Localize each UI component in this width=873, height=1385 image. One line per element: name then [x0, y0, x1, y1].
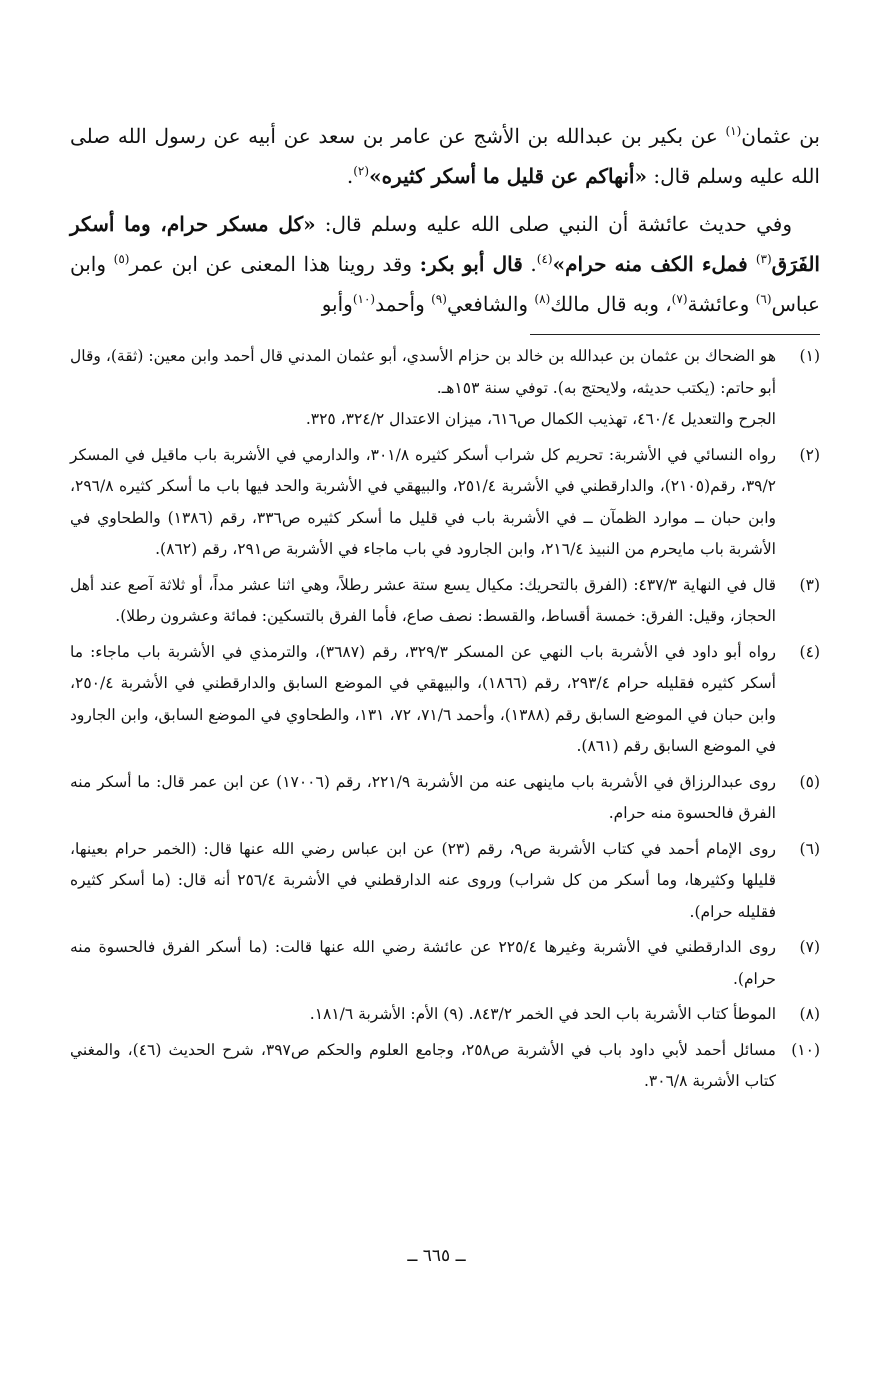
- text-run: وأبو: [321, 292, 353, 316]
- footnote-line: روى الدارقطني في الأشربة وغيرها ٢٢٥/٤ عن عائشة رضي الله عنها قالت: (ما أسكر الفرق فالحسوة منه حرام).: [70, 938, 776, 988]
- footnote-line: روى عبدالرزاق في الأشربة باب ماينهى عنه من الأشربة ٢٢١/٩، رقم (١٧٠٠٦) عن ابن عمر قال: ما أسكر منه الفرق فالحسوة منه حرام.: [70, 772, 776, 822]
- text-run: وقد روينا هذا المعنى عن ابن عمر: [129, 252, 420, 276]
- footnote-6: [70, 834, 820, 929]
- footnote-ref[interactable]: (١٠): [352, 292, 376, 306]
- footnote-text: [70, 341, 776, 436]
- footnote-ref[interactable]: (٨): [534, 292, 551, 306]
- text-run: .: [346, 164, 354, 188]
- footnote-number: (٢): [799, 445, 820, 464]
- footnote-line: مسائل أحمد لأبي داود باب في الأشربة ص٢٥٨، وجامع العلوم والحكم ص٣٩٧، شرح الحديث (٤٦)، والمغني كتاب الأشربة ٣٠٦/٨.: [70, 1040, 776, 1090]
- footnote-number: (٥): [799, 772, 820, 791]
- footnote-line: الموطأ كتاب الأشربة باب الحد في الخمر ٨٤٣/٢. (٩) الأم: الأشربة ١٨١/٦.: [309, 1005, 776, 1023]
- footnote-line: قال في النهاية ٤٣٧/٣: (الفرق بالتحريك: مكيال يسع ستة عشر رطلاً، وهي اثنا عشر مداً، أو ثلاثة آصع عند أهل الحجاز، وقيل: الفرق: خمسة أقساط، والقسط: نصف صاع، فأما الفرق بالتسكين: فمائة وعشرون رطلا).: [70, 575, 777, 625]
- page-content: [70, 116, 820, 1102]
- footnote-ref[interactable]: (٩): [431, 292, 447, 306]
- footnote-line: هو الضحاك بن عثمان بن عبدالله بن خالد بن حزام الأسدي، أبو عثمان المدني قال أحمد وابن معين: (ثقة)، وقال أبو حاتم: (يكتب حديثه، ولايحتج به). توفي سنة ١٥٣هـ.: [70, 347, 776, 397]
- footnote-4: [70, 637, 820, 763]
- footnote-ref[interactable]: (٢): [353, 164, 370, 178]
- text-run: وعائشة: [687, 292, 756, 316]
- text-run: وابن عباس: [70, 252, 820, 316]
- footnote-line: روى الإمام أحمد في كتاب الأشربة ص٩، رقم (٢٣) عن ابن عباس رضي الله عنها قال: (الخمر حرام بعينها، قليلها وكثيرها، وما أسكر من كل شراب) وروى عنه الدارقطني في الأشربة ٢٥٦/٤ أنه قال: (ما أسكر كثيره فقليله حرام).: [70, 839, 776, 921]
- footnote-text: [70, 999, 776, 1031]
- text-run: عن بكير بن عبدالله بن الأشج عن عامر بن سعد عن أبيه عن رسول الله صلى الله عليه وسلم قال:: [70, 124, 820, 188]
- main-paragraph-2: [70, 204, 820, 324]
- footnote-text: [70, 767, 776, 830]
- footnote-line: الجرح والتعديل ٤٦٠/٤، تهذيب الكمال ص٦١٦، ميزان الاعتدال ٣٢٤/٢، ٣٢٥.: [305, 410, 776, 428]
- footnote-number: (٦): [799, 839, 820, 858]
- footnote-number: (٨): [799, 1005, 820, 1023]
- footnote-10: [70, 1035, 820, 1098]
- footnote-8: [70, 999, 820, 1031]
- footnote-ref[interactable]: (٣): [755, 252, 772, 266]
- footnote-5: [70, 767, 820, 830]
- main-text: [70, 116, 820, 324]
- footnote-ref[interactable]: (١): [725, 124, 742, 138]
- footnote-divider: [530, 334, 820, 335]
- main-paragraph-1: [70, 116, 820, 196]
- text-run: بن عثمان: [741, 124, 820, 148]
- author-statement: قال أبو بكر:: [419, 252, 523, 276]
- footnote-7: [70, 932, 820, 995]
- footnote-text: [70, 932, 776, 995]
- footnote-line: رواه النسائي في الأشربة: تحريم كل شراب أسكر كثيره ٣٠١/٨، والدارمي في الأشربة باب ماقيل في المسكر ٣٩/٢، رقم(٢١٠٥)، والدارقطني في الأشربة ٢٥١/٤، والبيهقي في الأشربة والحد فيها باب ما أسكر كثيره ٢٩٦/٨، وابن حبان ــ موارد الظمآن ــ في الأشربة باب في قليل ما أسكر كثيره ص٣٣٦، رقم (١٣٨٦) والطحاوي في الأشربة باب مايحرم من النبيذ ٢١٦/٤، وابن الجارود في باب ماجاء في الأشربة ص٢٩١، رقم (٨٦٢).: [70, 445, 777, 558]
- text-run: وفي حديث عائشة أن النبي صلى الله عليه وسلم قال:: [315, 212, 792, 236]
- footnote-3: [70, 570, 820, 633]
- footnote-line: رواه أبو داود في الأشربة باب النهي عن المسكر ٣٢٩/٣، رقم (٣٦٨٧)، والترمذي في الأشربة باب ماجاء: ما أسكر كثيره فقليله حرام ٢٩٣/٤، رقم (١٨٦٦)، والبيهقي في الموضع السابق والدارقطني في الأشربة ٢٥٠/٤، وابن حبان في الموضع السابق رقم (١٣٨٨)، وأحمد ٧١/٦، ٧٢، ١٣١، والطحاوي في الموضع السابق، وابن الجارود في الموضع السابق رقم (٨٦١).: [70, 642, 777, 755]
- footnote-number: (٧): [799, 938, 820, 956]
- footnote-number: (٣): [799, 575, 820, 594]
- footnote-ref[interactable]: (٧): [671, 292, 688, 306]
- text-run: والشافعي: [446, 292, 535, 316]
- hadith-quote: فملء الكف منه حرام»: [552, 252, 756, 276]
- footnote-number: (١): [799, 347, 820, 365]
- hadith-quote: «أنهاكم عن قليل ما أسكر كثيره»: [369, 164, 647, 188]
- footnote-1: [70, 341, 820, 436]
- text-run: ، وبه قال مالك: [550, 292, 672, 316]
- page-number: ــ ٦٦٥ ــ: [407, 1246, 466, 1266]
- footnote-ref[interactable]: (٥): [113, 252, 130, 266]
- footnote-text: [70, 1035, 776, 1098]
- hadith-quote: «كل مسكر حرام، وما أسكر الفَرَق: [70, 212, 820, 276]
- footnote-2: [70, 440, 820, 566]
- footnote-ref[interactable]: (٤): [536, 252, 553, 266]
- footnote-text: [70, 637, 776, 763]
- text-run: وأحمد: [375, 292, 432, 316]
- footnote-number: (١٠): [791, 1040, 820, 1059]
- text-run: .: [522, 252, 537, 276]
- footnote-text: [70, 570, 776, 633]
- footnote-number: (٤): [799, 642, 820, 661]
- footnote-text: [70, 834, 776, 929]
- footnote-ref[interactable]: (٦): [755, 292, 772, 306]
- footnote-text: [70, 440, 776, 566]
- footnotes: [70, 341, 820, 1098]
